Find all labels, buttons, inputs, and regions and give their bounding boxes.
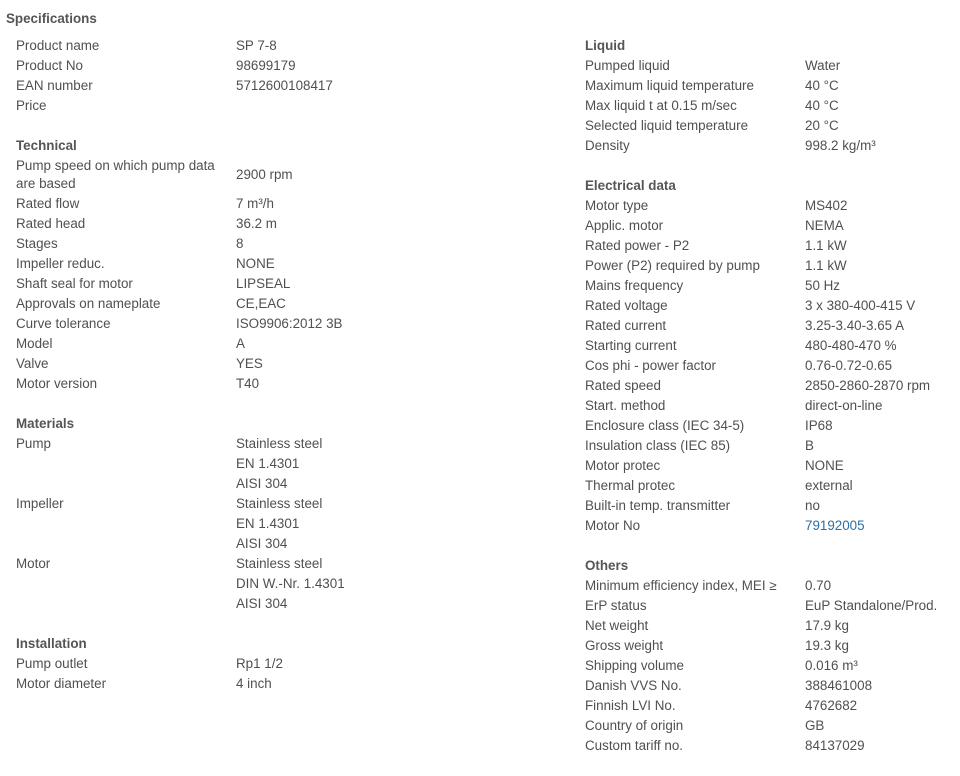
section-liquid <box>585 36 955 156</box>
spec-value: 7 m³/h <box>236 196 274 211</box>
spec-row-rated-flow <box>16 194 556 214</box>
spec-value: 998.2 kg/m³ <box>805 138 876 153</box>
spec-row-motor <box>16 554 556 614</box>
spec-values <box>805 296 955 316</box>
spec-label: Finnish LVI No. <box>585 698 676 713</box>
spec-label: Pump <box>16 436 51 451</box>
spec-values <box>805 76 955 96</box>
spec-row-danish-vvs-no <box>585 676 955 696</box>
spec-row-impeller <box>16 494 556 554</box>
spec-label: Gross weight <box>585 638 664 653</box>
spec-values <box>805 436 955 456</box>
spec-value: Stainless steel <box>236 436 323 451</box>
spec-values <box>236 36 556 56</box>
spec-value: 1.1 kW <box>805 238 847 253</box>
spec-row-pumped-liquid <box>585 56 955 76</box>
spec-values <box>805 116 955 136</box>
spec-values <box>236 254 556 274</box>
spec-label: Custom tariff no. <box>585 738 683 753</box>
spec-values <box>805 576 955 596</box>
spec-row-approvals-on-nameplate <box>16 294 556 314</box>
section-title: Liquid <box>585 38 626 53</box>
spec-value: 50 Hz <box>805 278 840 293</box>
spec-row-enclosure-class-iec-34-5 <box>585 416 955 436</box>
spec-row-valve <box>16 354 556 374</box>
spec-row-selected-liquid-temperature <box>585 116 955 136</box>
spec-label: Rated power - P2 <box>585 238 690 253</box>
spec-row-shipping-volume <box>585 656 955 676</box>
section-electrical-data <box>585 176 955 536</box>
spec-value: IP68 <box>805 418 833 433</box>
spec-value: SP 7-8 <box>236 38 277 53</box>
spec-row-model <box>16 334 556 354</box>
spec-values <box>805 216 955 236</box>
spec-values <box>805 476 955 496</box>
spec-value: EuP Standalone/Prod. <box>805 598 938 613</box>
spec-label: Danish VVS No. <box>585 678 682 693</box>
spec-value: 0.016 m³ <box>805 658 858 673</box>
spec-label: Enclosure class (IEC 34-5) <box>585 418 745 433</box>
spec-values <box>805 716 955 736</box>
spec-label: EAN number <box>16 78 93 93</box>
spec-value: Stainless steel <box>236 556 323 571</box>
spec-row-gross-weight <box>585 636 955 656</box>
spec-value: Stainless steel <box>236 496 323 511</box>
spec-row-motor-no <box>585 516 955 536</box>
spec-value: YES <box>236 356 263 371</box>
spec-value: CE,EAC <box>236 296 286 311</box>
spec-values <box>236 274 556 294</box>
spec-values <box>805 496 955 516</box>
spec-values <box>805 236 955 256</box>
section-title: Installation <box>16 636 87 651</box>
spec-label: Selected liquid temperature <box>585 118 749 133</box>
section-installation <box>16 634 556 694</box>
spec-values <box>805 656 955 676</box>
spec-value: 0.70 <box>805 578 832 593</box>
spec-values <box>805 256 955 276</box>
spec-row-cos-phi-power-factor <box>585 356 955 376</box>
spec-value: 1.1 kW <box>805 258 847 273</box>
spec-row-net-weight <box>585 616 955 636</box>
spec-label: Price <box>16 98 47 113</box>
spec-value: 17.9 kg <box>805 618 849 633</box>
spec-values <box>805 276 955 296</box>
spec-row-erp-status <box>585 596 955 616</box>
spec-label: Insulation class (IEC 85) <box>585 438 731 453</box>
spec-value: 36.2 m <box>236 216 277 231</box>
spec-values <box>236 494 556 554</box>
spec-values <box>236 314 556 334</box>
spec-value: 8 <box>236 236 244 251</box>
spec-label: Built-in temp. transmitter <box>585 498 731 513</box>
spec-label: Rated flow <box>16 196 80 211</box>
spec-values <box>236 96 556 116</box>
spec-values <box>805 736 955 756</box>
spec-value: AISI 304 <box>236 596 288 611</box>
spec-label: Motor version <box>16 376 98 391</box>
spec-values <box>805 56 955 76</box>
spec-values <box>805 316 955 336</box>
spec-row-mains-frequency <box>585 276 955 296</box>
spec-values <box>805 676 955 696</box>
spec-values <box>236 76 556 96</box>
spec-row-density <box>585 136 955 156</box>
spec-row-thermal-protec <box>585 476 955 496</box>
spec-value: T40 <box>236 376 260 391</box>
spec-label: Motor type <box>585 198 649 213</box>
spec-row-pump-outlet <box>16 654 556 674</box>
spec-label: Shaft seal for motor <box>16 276 133 291</box>
spec-label: Rated head <box>16 216 86 231</box>
spec-value: A <box>236 336 245 351</box>
spec-row-start-method <box>585 396 955 416</box>
spec-value: 480-480-470 % <box>805 338 897 353</box>
spec-label: Impeller reduc. <box>16 256 105 271</box>
spec-label: Country of origin <box>585 718 684 733</box>
spec-row-pump-speed-on-which-pump-data-are-based <box>16 156 556 194</box>
spec-row-stages <box>16 234 556 254</box>
spec-row-maximum-liquid-temperature <box>585 76 955 96</box>
spec-values <box>805 356 955 376</box>
spec-label: Power (P2) required by pump <box>585 258 760 273</box>
spec-row-built-in-temp-transmitter <box>585 496 955 516</box>
left-column <box>16 36 556 714</box>
spec-value: 5712600108417 <box>236 78 333 93</box>
spec-value: 0.76-0.72-0.65 <box>805 358 893 373</box>
right-column <box>585 36 955 776</box>
spec-row-custom-tariff-no <box>585 736 955 756</box>
spec-label: Product No <box>16 58 83 73</box>
spec-label: Product name <box>16 38 100 53</box>
spec-values <box>236 354 556 374</box>
spec-value: NONE <box>236 256 275 271</box>
spec-values <box>236 156 556 194</box>
spec-row-impeller-reduc <box>16 254 556 274</box>
spec-label: Start. method <box>585 398 666 413</box>
spec-row-motor-diameter <box>16 674 556 694</box>
spec-label: Stages <box>16 236 58 251</box>
spec-row-rated-current <box>585 316 955 336</box>
spec-row-rated-speed <box>585 376 955 396</box>
section-materials <box>16 414 556 614</box>
spec-value: 98699179 <box>236 58 296 73</box>
spec-value: Rp1 1/2 <box>236 656 283 671</box>
spec-values <box>805 96 955 116</box>
spec-value: 19.3 kg <box>805 638 849 653</box>
spec-label: Pump speed on which pump data are based <box>16 158 215 191</box>
section-title: Technical <box>16 138 77 153</box>
spec-value: AISI 304 <box>236 476 288 491</box>
spec-values <box>805 396 955 416</box>
spec-value: MS402 <box>805 198 848 213</box>
spec-label: Motor protec <box>585 458 661 473</box>
spec-values <box>236 234 556 254</box>
spec-label: Maximum liquid temperature <box>585 78 754 93</box>
spec-value: ISO9906:2012 3B <box>236 316 343 331</box>
spec-value: B <box>805 438 814 453</box>
section-title: Others <box>585 558 629 573</box>
spec-value: 4 inch <box>236 676 272 691</box>
spec-row-insulation-class-iec-85 <box>585 436 955 456</box>
spec-label: Model <box>16 336 53 351</box>
section-others <box>585 556 955 756</box>
spec-row-ean-number <box>16 76 556 96</box>
spec-label: Pumped liquid <box>585 58 670 73</box>
spec-value: GB <box>805 718 825 733</box>
spec-values <box>236 654 556 674</box>
spec-value: EN 1.4301 <box>236 456 300 471</box>
spec-label: Motor diameter <box>16 676 107 691</box>
section-product <box>16 36 556 116</box>
spec-label: Shipping volume <box>585 658 685 673</box>
spec-label: ErP status <box>585 598 647 613</box>
spec-row-country-of-origin <box>585 716 955 736</box>
spec-row-power-p2-required-by-pump <box>585 256 955 276</box>
spec-value: NEMA <box>805 218 844 233</box>
spec-label: Cos phi - power factor <box>585 358 716 373</box>
spec-values <box>236 194 556 214</box>
spec-value: 2900 rpm <box>236 167 293 182</box>
spec-value: EN 1.4301 <box>236 516 300 531</box>
spec-row-product-name <box>16 36 556 56</box>
spec-values <box>236 674 556 694</box>
spec-label: Max liquid t at 0.15 m/sec <box>585 98 737 113</box>
spec-values <box>805 376 955 396</box>
spec-label: Applic. motor <box>585 218 664 233</box>
spec-values <box>805 636 955 656</box>
spec-values <box>805 616 955 636</box>
spec-value: 2850-2860-2870 rpm <box>805 378 931 393</box>
spec-value: external <box>805 478 853 493</box>
spec-label: Density <box>585 138 630 153</box>
spec-row-product-no <box>16 56 556 76</box>
spec-row-motor-type <box>585 196 955 216</box>
spec-label: Motor No <box>585 518 641 533</box>
spec-value: 40 °C <box>805 78 839 93</box>
spec-values <box>805 196 955 216</box>
spec-label: Motor <box>16 556 51 571</box>
spec-value: 4762682 <box>805 698 858 713</box>
spec-label: Impeller <box>16 496 64 511</box>
spec-row-motor-version <box>16 374 556 394</box>
spec-value: DIN W.-Nr. 1.4301 <box>236 576 345 591</box>
spec-label: Starting current <box>585 338 677 353</box>
spec-row-starting-current <box>585 336 955 356</box>
spec-label: Curve tolerance <box>16 316 111 331</box>
spec-label: Thermal protec <box>585 478 676 493</box>
spec-label: Minimum efficiency index, MEI ≥ <box>585 578 777 593</box>
spec-value <box>236 96 556 116</box>
spec-values <box>236 374 556 394</box>
spec-value: direct-on-line <box>805 398 883 413</box>
spec-label: Approvals on nameplate <box>16 296 161 311</box>
spec-value: LIPSEAL <box>236 276 291 291</box>
spec-values <box>236 214 556 234</box>
spec-value: 20 °C <box>805 118 839 133</box>
section-technical <box>16 136 556 394</box>
section-title: Electrical data <box>585 178 676 193</box>
spec-value: 3.25-3.40-3.65 A <box>805 318 905 333</box>
spec-value: 3 x 380-400-415 V <box>805 298 916 313</box>
spec-value: NONE <box>805 458 844 473</box>
spec-row-rated-voltage <box>585 296 955 316</box>
spec-label: Pump outlet <box>16 656 88 671</box>
spec-row-minimum-efficiency-index-mei <box>585 576 955 596</box>
spec-values <box>236 294 556 314</box>
spec-row-motor-protec <box>585 456 955 476</box>
spec-label: Valve <box>16 356 49 371</box>
spec-label: Rated speed <box>585 378 661 393</box>
spec-values <box>236 56 556 76</box>
spec-value: AISI 304 <box>236 536 288 551</box>
spec-value: Water <box>805 58 841 73</box>
spec-row-applic-motor <box>585 216 955 236</box>
spec-values <box>805 136 955 156</box>
spec-values <box>805 516 955 536</box>
spec-row-pump <box>16 434 556 494</box>
spec-value: 388461008 <box>805 678 873 693</box>
spec-label: Rated voltage <box>585 298 668 313</box>
spec-row-rated-head <box>16 214 556 234</box>
spec-row-price <box>16 96 556 116</box>
motor-no-link[interactable]: 79192005 <box>805 518 865 533</box>
section-title: Materials <box>16 416 75 431</box>
spec-value: no <box>805 498 820 513</box>
spec-label: Rated current <box>585 318 667 333</box>
spec-values <box>805 416 955 436</box>
spec-label: Mains frequency <box>585 278 684 293</box>
spec-values <box>805 456 955 476</box>
page-title: Specifications <box>6 11 97 26</box>
spec-row-max-liquid-t-at-0-15-m-sec <box>585 96 955 116</box>
spec-value: 84137029 <box>805 738 865 753</box>
spec-values <box>236 334 556 354</box>
spec-row-curve-tolerance <box>16 314 556 334</box>
spec-values <box>805 336 955 356</box>
spec-row-finnish-lvi-no <box>585 696 955 716</box>
spec-values <box>805 596 955 616</box>
spec-row-rated-power-p2 <box>585 236 955 256</box>
spec-values <box>805 696 955 716</box>
spec-row-shaft-seal-for-motor <box>16 274 556 294</box>
spec-value: 40 °C <box>805 98 839 113</box>
spec-label: Net weight <box>585 618 649 633</box>
spec-values <box>236 434 556 494</box>
spec-values <box>236 554 556 614</box>
